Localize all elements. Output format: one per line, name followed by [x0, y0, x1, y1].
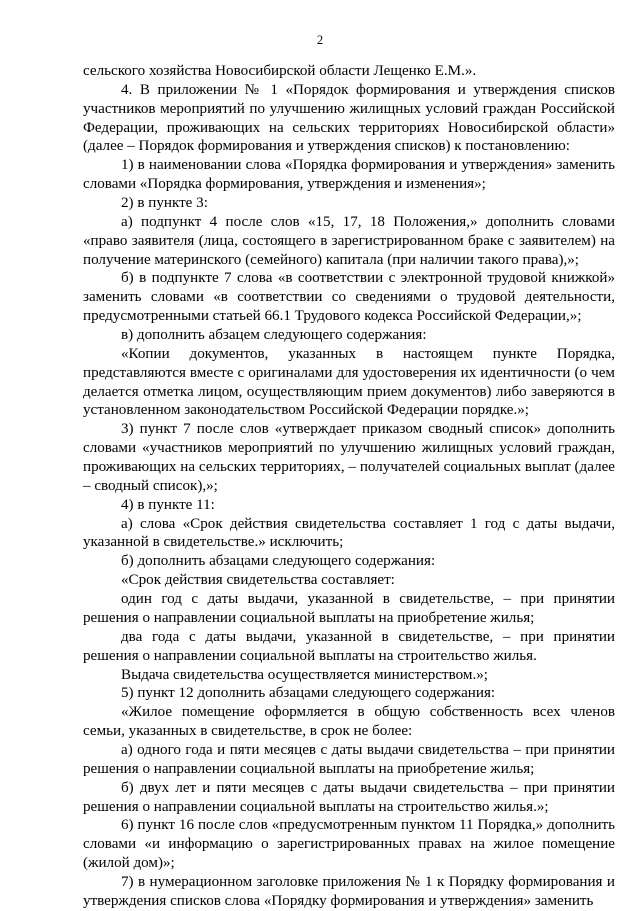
document-body	[83, 62, 615, 911]
paragraph: 2) в пункте 3:	[121, 195, 208, 212]
paragraph: б) дополнить абзацами следующего содержания:	[121, 553, 436, 570]
paragraph: Выдача свидетельства осуществляется министерством.»;	[121, 666, 488, 683]
paragraph: 3) пункт 7 после слов «утверждает приказом сводный список» дополнить словами «участников мероприятий по улучшению жилищных условий граждан, проживающих на сельских территориях, – получателей социальных выплат (далее – сводный список),»;	[83, 421, 615, 494]
paragraph: 4) в пункте 11:	[121, 496, 215, 513]
paragraph: «Копии документов, указанных в настоящем пункте Порядка, представляются вместе с оригиналами для удостоверения их идентичности (о чем делается отметка лицом, осуществляющим прием документов) либо заверяются в установленном законодательством Российской Федерации порядке.»;	[83, 345, 615, 419]
page-number: 2	[316, 33, 324, 47]
paragraph: 6) пункт 16 после слов «предусмотренным пунктом 11 Порядка,» дополнить словами «и информацию о зарегистрированных правах на жилое помещение (жилой дом)»;	[83, 817, 615, 872]
paragraph: 4. В приложении № 1 «Порядок формирования и утверждения списков участников мероприятий по улучшению жилищных условий граждан Российской Федерации, проживающих на сельских территориях Новосибирской области» (далее – Порядок формирования и утверждения списков) к постановлению:	[83, 81, 615, 155]
paragraph: б) двух лет и пяти месяцев с даты выдачи свидетельства – при принятии решения о направлении социальной выплаты на строительство жилья.»;	[83, 779, 615, 815]
paragraph: «Срок действия свидетельства составляет:	[121, 572, 395, 589]
paragraph: в) дополнить абзацем следующего содержания:	[121, 327, 427, 344]
paragraph: 5) пункт 12 дополнить абзацами следующего содержания:	[121, 685, 496, 702]
paragraph: а) одного года и пяти месяцев с даты выдачи свидетельства – при принятии решения о направлении социальной выплаты на приобретение жилья;	[83, 741, 615, 777]
paragraph: «Жилое помещение оформляется в общую собственность всех членов семьи, указанных в свидетельстве, в срок не более:	[83, 704, 615, 740]
paragraph: сельского хозяйства Новосибирской области Лещенко Е.М.».	[83, 63, 477, 79]
paragraph: 7) в нумерационном заголовке приложения № 1 к Порядку формирования и утверждения списков слова «Порядку формирования и утверждения» заменить	[83, 873, 615, 909]
paragraph: один год с даты выдачи, указанной в свидетельстве, – при принятии решения о направлении социальной выплаты на приобретение жилья;	[83, 591, 615, 626]
paragraph: два года с даты выдачи, указанной в свидетельстве, – при принятии решения о направлении социальной выплаты на строительство жилья.	[83, 628, 615, 664]
paragraph: а) слова «Срок действия свидетельства составляет 1 год с даты выдачи, указанной в свидетельстве.» исключить;	[83, 515, 615, 551]
paragraph: б) в подпункте 7 слова «в соответствии с электронной трудовой книжкой» заменить словами «в соответствии со сведениями о трудовой деятельности, предусмотренными статьей 66.1 Трудового кодекса Российской Федерации,»;	[83, 270, 615, 325]
paragraph: 1) в наименовании слова «Порядка формирования и утверждения» заменить словами «Порядка формирования, утверждения и изменения»;	[83, 157, 615, 193]
paragraph: а) подпункт 4 после слов «15, 17, 18 Положения,» дополнить словами «право заявителя (лица, состоящего в зарегистрированном браке с заявителем) на получение материнского (семейного) капитала (при наличии такого права),»;	[83, 213, 615, 268]
